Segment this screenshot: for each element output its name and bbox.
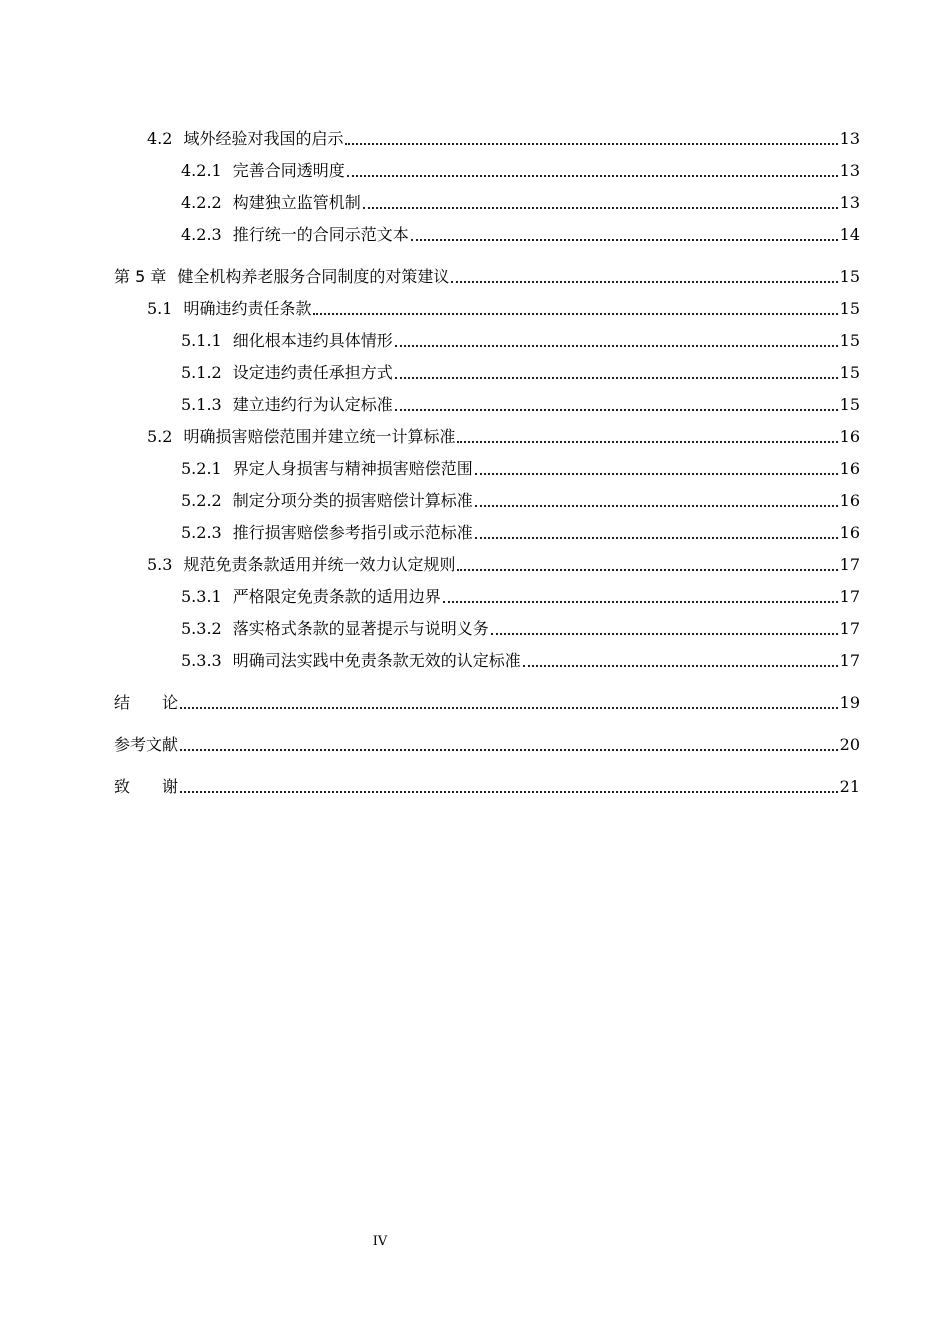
dot-leader	[180, 707, 838, 709]
toc-entry-number: 5.1.1	[181, 331, 222, 350]
dot-leader	[451, 281, 837, 283]
toc-entry-page: 16	[839, 427, 860, 446]
toc-entry-title: 细化根本违约具体情形	[232, 331, 393, 350]
toc-entry-number: 第 5 章	[114, 267, 167, 286]
toc-entry[interactable]	[114, 671, 860, 713]
toc-entry[interactable]	[114, 511, 860, 543]
toc-entry-title: 明确违约责任条款	[183, 299, 312, 318]
toc-entry-number: 5.2.1	[181, 459, 222, 478]
dot-leader	[363, 207, 838, 209]
toc-entry[interactable]	[114, 245, 860, 287]
toc-entry-title: 推行损害赔偿参考指引或示范标准	[232, 523, 473, 542]
toc-entry-number: 5.3.1	[181, 587, 222, 606]
toc-entry-title: 落实格式条款的显著提示与说明义务	[232, 619, 489, 638]
toc-entry-title: 完善合同透明度	[232, 161, 345, 180]
toc-entry-page: 16	[839, 459, 860, 478]
toc-entry-number: 5.1	[147, 299, 173, 318]
toc-entry-page: 16	[839, 491, 860, 510]
toc-entry-number: 4.2.3	[181, 225, 222, 244]
toc-entry-page: 17	[839, 619, 860, 638]
toc-entry-page: 13	[839, 129, 860, 148]
toc-entry-page: 15	[839, 331, 860, 350]
dot-leader	[523, 665, 838, 667]
toc-entry-title: 健全机构养老服务合同制度的对策建议	[177, 267, 450, 286]
table-of-contents	[114, 117, 860, 797]
toc-entry-page: 13	[839, 193, 860, 212]
toc-entry-title: 推行统一的合同示范文本	[232, 225, 409, 244]
toc-entry-title: 明确损害赔偿范围并建立统一计算标准	[183, 427, 456, 446]
toc-entry-title: 界定人身损害与精神损害赔偿范围	[232, 459, 473, 478]
toc-entry[interactable]	[114, 287, 860, 319]
dot-leader	[395, 345, 838, 347]
toc-entry-page: 17	[839, 555, 860, 574]
dot-leader	[347, 175, 838, 177]
toc-entry-page: 14	[839, 225, 860, 244]
toc-entry[interactable]	[114, 117, 860, 149]
toc-entry-title: 明确司法实践中免责条款无效的认定标准	[232, 651, 521, 670]
toc-entry-number: 5.2.3	[181, 523, 222, 542]
dot-leader	[313, 313, 837, 315]
toc-entry[interactable]	[114, 639, 860, 671]
page-number-footer: IV	[372, 1234, 388, 1249]
toc-entry-page: 21	[839, 777, 860, 796]
toc-entry-page: 16	[839, 523, 860, 542]
toc-entry[interactable]	[114, 755, 860, 797]
toc-entry-page: 13	[839, 161, 860, 180]
toc-entry-page: 17	[839, 587, 860, 606]
toc-entry-title: 结 论	[114, 693, 179, 712]
dot-leader	[475, 505, 838, 507]
toc-entry-page: 15	[839, 395, 860, 414]
toc-entry-title: 规范免责条款适用并统一效力认定规则	[183, 555, 456, 574]
toc-entry-title: 建立违约行为认定标准	[232, 395, 393, 414]
toc-entry-title: 构建独立监管机制	[232, 193, 361, 212]
toc-entry[interactable]	[114, 319, 860, 351]
toc-entry[interactable]	[114, 415, 860, 447]
dot-leader	[457, 569, 837, 571]
dot-leader	[411, 239, 838, 241]
toc-entry[interactable]	[114, 479, 860, 511]
toc-entry[interactable]	[114, 713, 860, 755]
toc-entry-page: 17	[839, 651, 860, 670]
dot-leader	[395, 409, 838, 411]
toc-entry[interactable]	[114, 543, 860, 575]
toc-entry-page: 20	[839, 735, 860, 754]
toc-entry[interactable]	[114, 181, 860, 213]
toc-entry-page: 15	[839, 299, 860, 318]
toc-entry-title: 致 谢	[114, 777, 179, 796]
toc-entry-number: 5.3.3	[181, 651, 222, 670]
dot-leader	[457, 441, 837, 443]
toc-entry-number: 4.2.1	[181, 161, 222, 180]
toc-entry-number: 5.2	[147, 427, 173, 446]
toc-entry[interactable]	[114, 447, 860, 479]
toc-entry[interactable]	[114, 607, 860, 639]
toc-entry-number: 5.1.2	[181, 363, 222, 382]
dot-leader	[180, 749, 838, 751]
toc-entry-page: 15	[839, 267, 860, 286]
toc-entry-number: 4.2	[147, 129, 173, 148]
toc-entry-number: 5.2.2	[181, 491, 222, 510]
toc-entry-number: 4.2.2	[181, 193, 222, 212]
toc-entry-page: 19	[839, 693, 860, 712]
dot-leader	[475, 537, 838, 539]
dot-leader	[395, 377, 838, 379]
dot-leader	[443, 601, 838, 603]
toc-entry[interactable]	[114, 213, 860, 245]
toc-entry-title: 参考文献	[114, 735, 179, 754]
toc-entry[interactable]	[114, 351, 860, 383]
toc-entry-number: 5.3	[147, 555, 173, 574]
dot-leader	[345, 143, 837, 145]
toc-entry-title: 严格限定免责条款的适用边界	[232, 587, 441, 606]
toc-entry-number: 5.1.3	[181, 395, 222, 414]
toc-entry[interactable]	[114, 575, 860, 607]
toc-entry-title: 设定违约责任承担方式	[232, 363, 393, 382]
toc-entry-title: 制定分项分类的损害赔偿计算标准	[232, 491, 473, 510]
toc-entry-number: 5.3.2	[181, 619, 222, 638]
toc-entry-title: 域外经验对我国的启示	[183, 129, 344, 148]
dot-leader	[180, 791, 838, 793]
toc-entry-page: 15	[839, 363, 860, 382]
dot-leader	[491, 633, 838, 635]
toc-entry[interactable]	[114, 383, 860, 415]
toc-entry[interactable]	[114, 149, 860, 181]
dot-leader	[475, 473, 838, 475]
